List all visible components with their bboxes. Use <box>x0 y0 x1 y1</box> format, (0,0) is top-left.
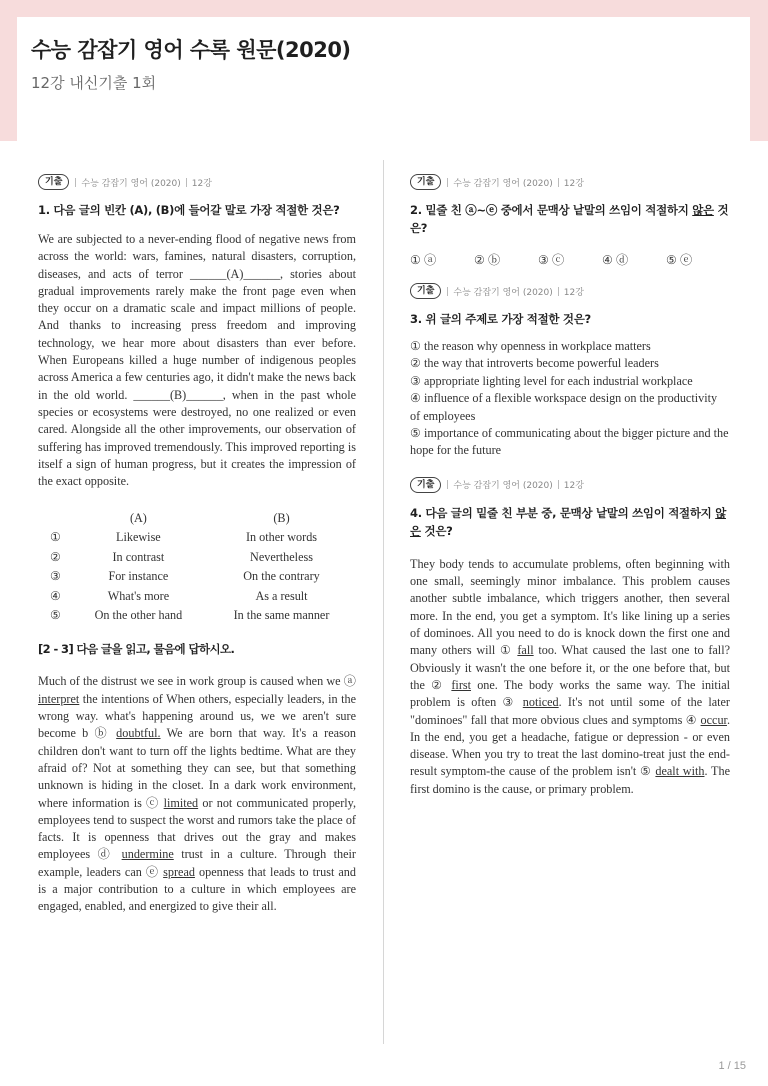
option-number: ⑤ <box>50 608 61 623</box>
passage-text: . In the end, you get a headache, fatigue or depression - or even disease. When you try to treat the last domino-treat just the end-result symptom-the cause of the problem isn't ⑤ <box>410 712 730 779</box>
underlined-word-a: interpret <box>38 691 80 706</box>
meta-lesson: 12강 <box>563 481 584 492</box>
blank-b-label: (B) <box>169 387 187 402</box>
question-1-title: 1. 다음 글의 빈칸 (A), (B)에 들어갈 말로 가장 적절한 것은? <box>38 203 340 217</box>
question-2-title: 2. 밑줄 친 ⓐ~ⓔ 중에서 문맥상 낱말의 쓰임이 적절하지 않은 것은? <box>410 203 729 235</box>
document-title: 수능 감잡기 영어 수록 원문(2020) <box>31 38 351 62</box>
question-4-title: 4. 다음 글의 밑줄 친 부분 중, 문맥상 낱말의 쓰임이 적절하지 않은 것은? <box>410 505 726 538</box>
choice[interactable]: ⑤ importance of communicating about the bigger picture and the hope for the future <box>410 426 729 458</box>
question-meta <box>410 282 730 300</box>
underlined-word-5: dealt with <box>655 764 705 779</box>
meta-separator <box>186 178 187 187</box>
choice[interactable]: ① ⓐ <box>410 253 437 267</box>
group-2-3-title: [2 - 3] 다음 글을 읽고, 물음에 답하시오. <box>38 642 235 657</box>
underlined-word-b: doubtful. <box>116 726 161 741</box>
passage-text: , when in the past whole species or ecosystems were destroyed, no one realized or even cared. Alongside all the other improvements, our observation of suffering has improved tremendously. This improved reporting is itself a sign of human progress, but it creates the impression of the exact opposite. <box>38 387 356 489</box>
meta-separator <box>558 178 559 187</box>
tag-badge: 기출 <box>38 174 69 190</box>
answer-table-header <box>38 508 356 528</box>
blank-a-label: (A) <box>226 266 244 281</box>
meta-separator <box>75 178 76 187</box>
option-b: On the contrary <box>243 569 320 584</box>
passage-text: or not communicated properly, employees tend to suspect the worst and rumors take the place of facts. It is openness that drives out the gray and makes employees ⓓ <box>38 795 356 862</box>
underlined-word-e: spread <box>163 864 195 879</box>
choice[interactable]: ① the reason why openness in workplace matters <box>410 339 651 353</box>
option-a: On the other hand <box>94 608 183 623</box>
choice[interactable]: ④ influence of a flexible workspace design on the productivity of employees <box>410 391 718 423</box>
option-a: For instance <box>108 569 169 584</box>
meta-separator <box>558 287 559 296</box>
passage-text: We are born that way. It's a reason children don't want to turn off the lights bedtime. What are they afraid of? Not at something they can see, but that something unknown is hiding in the closet. In a dark work environment, where information is ⓒ <box>38 726 356 810</box>
option-b: As a result <box>255 588 308 603</box>
answer-table <box>38 508 356 625</box>
choice[interactable]: ② the way that introverts become powerful leaders <box>410 356 659 371</box>
question-2-choices <box>410 251 730 268</box>
answer-option[interactable] <box>38 606 356 626</box>
meta-separator <box>447 178 448 187</box>
passage-text: Much of the distrust we see in work group is caused when we ⓐ <box>38 674 356 689</box>
meta-separator <box>558 480 559 489</box>
question-meta <box>38 173 356 191</box>
column-divider <box>383 160 384 1044</box>
answer-option[interactable] <box>38 528 356 548</box>
column-b-header: (B) <box>273 510 290 525</box>
column-a-header: (A) <box>129 510 147 525</box>
tag-badge: 기출 <box>410 477 441 493</box>
meta-book: 수능 감잡기 영어 (2020) <box>453 481 553 492</box>
passage-text: They body tends to accumulate problems, often beginning with one small, seemingly minor imbalance. This problem causes another subtle imbalance, which triggers another, then several more. In the end, you get a symptom. It's like lining up a series of dominoes. All you need to do is knock down the first one and many others will ① <box>410 556 730 658</box>
meta-book: 수능 감잡기 영어 (2020) <box>453 178 553 189</box>
meta-book: 수능 감잡기 영어 (2020) <box>453 287 553 298</box>
option-number: ④ <box>50 588 61 603</box>
blank-a: ______(A)______ <box>189 266 280 281</box>
underlined-word-4: occur <box>700 712 727 727</box>
option-number: ② <box>50 549 61 564</box>
meta-lesson: 12강 <box>563 287 584 298</box>
option-a: Likewise <box>116 530 161 545</box>
passage-text: the intentions of When others, especially leaders, in the wrong way. what's happening around us, we we aren't sure become b ⓑ <box>38 691 356 741</box>
option-b: Nevertheless <box>250 549 313 564</box>
option-b: In other words <box>245 530 318 545</box>
option-a: In contrast <box>112 549 165 564</box>
underlined-word-d: undermine <box>121 847 174 862</box>
option-b: In the same manner <box>233 608 330 623</box>
answer-option[interactable] <box>38 567 356 587</box>
passage-text: . The first domino is the cause, or primary problem. <box>410 764 730 796</box>
passage-text: We are subjected to a never-ending flood of negative news from across the world: wars, famines, natural disasters, corruption, diseases, and acts of terror <box>38 232 356 281</box>
question-meta <box>410 173 730 191</box>
tag-badge: 기출 <box>410 283 441 299</box>
tag-badge: 기출 <box>410 174 441 190</box>
passage-text: , stories about gradual improvements rarely make the front page even when they occur on a dramatic scale and impact millions of people. And thanks to increasing press freedom and improving technology, we hear more about disasters than ever before. When Europeans killed a huge number of indigenous peoples across America a few centuries ago, it didn't make the news back in the old world. <box>38 266 356 402</box>
passage-text: openness that leads to trust and is a major contribution to a culture in which employees are engaged, enabled, and energized to give their all. <box>38 864 356 914</box>
passage-text: one. The body works the same way. The initial problem is often ③ <box>410 677 730 710</box>
meta-separator <box>447 480 448 489</box>
question-4-passage <box>410 556 730 798</box>
choice[interactable]: ⑤ ⓔ <box>666 253 693 267</box>
meta-separator <box>447 287 448 296</box>
passage-text: . It's not until some of the later "dominoes" fall that more obvious clues and symptoms ④ <box>410 695 730 727</box>
underlined-word-c: limited <box>163 795 199 810</box>
answer-option[interactable] <box>38 586 356 606</box>
choice[interactable]: ③ ⓒ <box>538 253 565 267</box>
answer-option[interactable] <box>38 547 356 567</box>
right-column <box>410 173 730 798</box>
choice[interactable]: ③ appropriate lighting level for each industrial workplace <box>410 373 693 388</box>
choice[interactable]: ② ⓑ <box>474 253 501 267</box>
meta-lesson: 12강 <box>191 178 212 189</box>
option-number: ③ <box>50 569 61 584</box>
passage-text: too. What caused the last one to fall? Obviously it wasn't the one before it, or the one before that, but the ② <box>410 643 730 692</box>
meta-lesson: 12강 <box>563 178 584 189</box>
page-number: 1 / 15 <box>718 1060 746 1072</box>
underlined-word-2: first <box>451 677 472 692</box>
passage-text: trust in a culture. Through their example, leaders can ⓔ <box>38 847 356 879</box>
blank-b: ______(B)______ <box>133 387 223 402</box>
underlined-word-1: fall <box>517 643 534 658</box>
meta-book: 수능 감잡기 영어 (2020) <box>81 178 181 189</box>
underlined-word-3: noticed <box>522 695 559 710</box>
question-3-title: 3. 위 글의 주제로 가장 적절한 것은? <box>410 312 591 326</box>
question-meta <box>410 476 730 494</box>
option-a: What's more <box>107 588 170 603</box>
left-column <box>38 173 356 916</box>
document-subtitle: 12강 내신기출 1회 <box>31 74 157 92</box>
option-number: ① <box>50 530 61 545</box>
question-3-choices <box>410 338 730 460</box>
group-2-3-passage <box>38 673 356 915</box>
choice[interactable]: ④ ⓓ <box>602 253 629 267</box>
question-1-passage <box>38 231 356 490</box>
